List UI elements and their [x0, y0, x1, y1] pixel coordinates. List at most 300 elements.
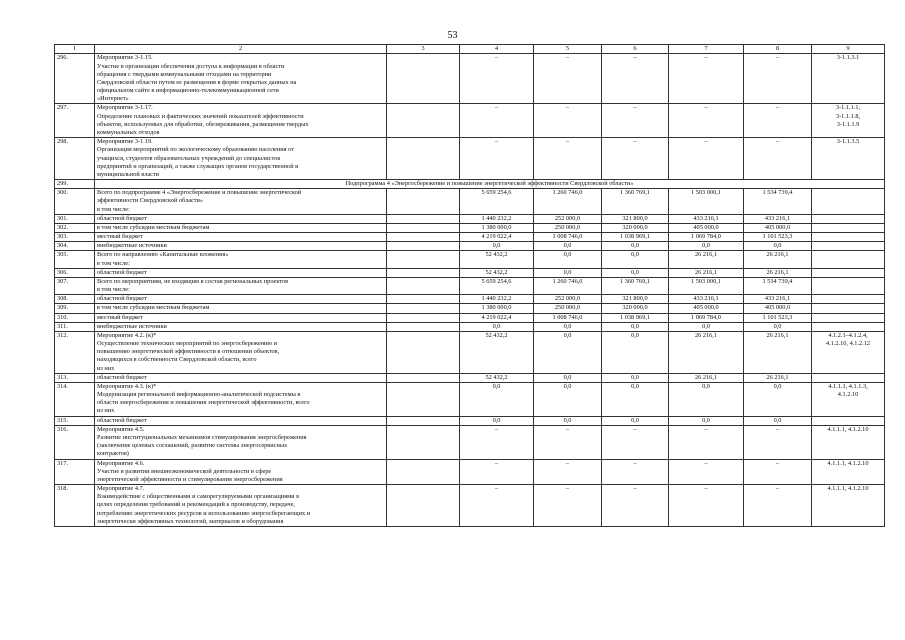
- row-description: [95, 242, 387, 251]
- cell-c4: –: [460, 459, 534, 485]
- table-row: [55, 331, 885, 373]
- cell-c6: 320 000,0: [602, 223, 669, 232]
- cell-c8: 405 000,0: [744, 223, 812, 232]
- row-number: 296.: [55, 54, 95, 104]
- cell-c8: 26 216,1: [744, 373, 812, 382]
- description-line: официальном сайте в информационно-телекоммуникационной сети: [97, 87, 279, 95]
- target-indicator-line: 4.1.1.1, 4.1.2.10: [827, 425, 869, 433]
- cell-c8: 433 216,1: [744, 295, 812, 304]
- cell-c8: 405 000,0: [744, 304, 812, 313]
- row-description: [95, 277, 387, 294]
- description-line: обращения с твердыми коммунальными отходами на территории: [97, 70, 272, 78]
- cell-c7: –: [669, 54, 744, 104]
- description-line: Мероприятие 4.6.: [97, 459, 145, 467]
- row-description: [95, 268, 387, 277]
- cell-col3: [387, 373, 460, 382]
- cell-c6: 0,0: [602, 268, 669, 277]
- row-description: [95, 425, 387, 459]
- table-body: [55, 54, 885, 526]
- cell-col3: [387, 425, 460, 459]
- description-line: коммунальных отходов: [97, 128, 160, 136]
- description-line: потреблению энергетических ресурсов и использованию энергосберегающих и: [97, 509, 311, 517]
- target-indicators: [812, 331, 885, 373]
- cell-c6: –: [602, 54, 669, 104]
- cell-c7: 433 216,1: [669, 295, 744, 304]
- row-description: [95, 304, 387, 313]
- description-line: учащихся, студентов образовательных учреждений до специалистов: [97, 154, 281, 162]
- target-indicator-line: 4.1.2.10: [837, 391, 859, 399]
- column-header: 8: [744, 45, 812, 54]
- cell-c8: 26 216,1: [744, 251, 812, 268]
- description-line: областной бюджет: [97, 416, 147, 424]
- cell-col3: [387, 416, 460, 425]
- table-row: [55, 295, 885, 304]
- cell-c5: –: [534, 425, 602, 459]
- cell-c4: 52 432,2: [460, 268, 534, 277]
- cell-c7: 1 503 000,1: [669, 277, 744, 294]
- target-indicator-line: 4.1.2.1–4.1.2.4,: [828, 331, 868, 339]
- cell-c8: 1 534 739,4: [744, 277, 812, 294]
- cell-c5: 0,0: [534, 331, 602, 373]
- description-line: области энергосбережения и повышения энергетической эффективности, всего: [97, 399, 310, 407]
- description-line: повышению энергетической эффективности в отношении объектов,: [97, 348, 280, 356]
- description-line: Мероприятие 3-1.17.: [97, 104, 153, 112]
- row-description: [95, 313, 387, 322]
- cell-col3: [387, 251, 460, 268]
- description-line: областной бюджет: [97, 373, 147, 381]
- cell-c7: –: [669, 104, 744, 138]
- row-description: [95, 233, 387, 242]
- target-indicators: [812, 313, 885, 322]
- cell-c7: 433 216,1: [669, 214, 744, 223]
- description-line: из них: [97, 364, 115, 372]
- cell-c8: 0,0: [744, 322, 812, 331]
- cell-c7: –: [669, 459, 744, 485]
- description-line: Организация мероприятий по экологическому образованию населения от: [97, 146, 294, 154]
- target-indicators: [812, 304, 885, 313]
- description-line: находящихся в собственности Свердловской области, всего: [97, 356, 257, 364]
- target-indicators: [812, 425, 885, 459]
- cell-c8: 26 216,1: [744, 331, 812, 373]
- cell-c4: –: [460, 54, 534, 104]
- row-number: 309.: [55, 304, 95, 313]
- cell-col3: [387, 382, 460, 416]
- cell-c7: 1 503 000,1: [669, 189, 744, 215]
- cell-c5: 0,0: [534, 382, 602, 416]
- cell-col3: [387, 277, 460, 294]
- table-row: [55, 322, 885, 331]
- row-description: [95, 416, 387, 425]
- description-line: Всего по направлению «Капитальные вложения»: [97, 251, 229, 259]
- cell-c5: –: [534, 459, 602, 485]
- target-indicators: [812, 382, 885, 416]
- cell-col3: [387, 322, 460, 331]
- description-line: в том числе субсидии местным бюджетам: [97, 304, 210, 312]
- cell-c7: 405 000,0: [669, 223, 744, 232]
- row-description: [95, 382, 387, 416]
- cell-col3: [387, 242, 460, 251]
- cell-c7: 0,0: [669, 382, 744, 416]
- cell-c5: 252 000,0: [534, 295, 602, 304]
- cell-c4: –: [460, 104, 534, 138]
- target-indicator-line: 3-1.1.1.9: [836, 120, 860, 128]
- table-row: [55, 233, 885, 242]
- cell-c7: 1 069 784,0: [669, 233, 744, 242]
- cell-c5: –: [534, 54, 602, 104]
- row-description: [95, 138, 387, 180]
- target-indicators: [812, 138, 885, 180]
- cell-c7: 405 000,0: [669, 304, 744, 313]
- table-row: [55, 223, 885, 232]
- cell-col3: [387, 223, 460, 232]
- target-indicators: [812, 485, 885, 527]
- cell-c5: 0,0: [534, 268, 602, 277]
- table-row: [55, 138, 885, 180]
- row-number: 305.: [55, 251, 95, 268]
- cell-c5: 0,0: [534, 373, 602, 382]
- cell-c8: –: [744, 54, 812, 104]
- description-line: Свердловской области путем ее размещения в форме открытых данных на: [97, 78, 297, 86]
- cell-c6: 1 038 969,1: [602, 233, 669, 242]
- row-description: [95, 189, 387, 215]
- cell-c4: 0,0: [460, 382, 534, 416]
- description-line: местный бюджет: [97, 313, 143, 321]
- cell-c8: 433 216,1: [744, 214, 812, 223]
- cell-c5: –: [534, 485, 602, 527]
- target-indicator-line: 3-1.1.3.1: [836, 54, 860, 62]
- cell-c8: 0,0: [744, 382, 812, 416]
- description-line: энергетической эффективности и стимулирования энергосбережения: [97, 475, 283, 483]
- description-line: Развитие институциональных механизмов стимулирования энергосбережения: [97, 434, 307, 441]
- column-header: 3: [387, 45, 460, 54]
- description-line: энергетически эффективных технологий, материалов и оборудования: [97, 517, 284, 525]
- target-indicator-line: 3-1.1.3.5: [836, 138, 860, 146]
- table-row: [55, 180, 885, 189]
- cell-c7: 26 216,1: [669, 331, 744, 373]
- row-number: 304.: [55, 242, 95, 251]
- target-indicator-line: 4.1.1.1, 4.1.1.3,: [828, 382, 868, 390]
- row-description: [95, 331, 387, 373]
- cell-c8: 1 101 523,3: [744, 313, 812, 322]
- cell-c6: 0,0: [602, 251, 669, 268]
- cell-c4: 1 440 232,2: [460, 214, 534, 223]
- row-number: 312.: [55, 331, 95, 373]
- target-indicators: [812, 268, 885, 277]
- description-line: Мероприятие 4.5.: [97, 425, 145, 433]
- cell-c6: –: [602, 425, 669, 459]
- row-number: 314.: [55, 382, 95, 416]
- target-indicators: [812, 373, 885, 382]
- cell-c5: 250 000,0: [534, 304, 602, 313]
- cell-c5: 0,0: [534, 416, 602, 425]
- cell-c7: 0,0: [669, 322, 744, 331]
- cell-col3: [387, 268, 460, 277]
- row-description: [95, 322, 387, 331]
- cell-c8: –: [744, 138, 812, 180]
- cell-c4: –: [460, 138, 534, 180]
- description-line: целях определения требований и рекомендаций к производству, передаче,: [97, 501, 295, 509]
- description-line: в том числе субсидии местным бюджетам: [97, 223, 210, 231]
- cell-c6: 1 038 969,1: [602, 313, 669, 322]
- cell-c4: 0,0: [460, 322, 534, 331]
- target-indicators: [812, 251, 885, 268]
- description-line: «Интернет»: [97, 95, 129, 103]
- cell-c6: 1 360 769,1: [602, 277, 669, 294]
- cell-c4: 1 380 000,0: [460, 304, 534, 313]
- description-line: Всего по мероприятиям, не входящим в состав региональных проектов: [97, 277, 289, 285]
- cell-c6: –: [602, 138, 669, 180]
- cell-c4: 0,0: [460, 242, 534, 251]
- row-description: [95, 373, 387, 382]
- cell-c5: 252 000,0: [534, 214, 602, 223]
- cell-c8: 0,0: [744, 242, 812, 251]
- table-row: [55, 268, 885, 277]
- target-indicators: [812, 277, 885, 294]
- description-line: Всего по подпрограмме 4 «Энергосбережение и повышение энергетической: [97, 189, 302, 197]
- row-number: 316.: [55, 425, 95, 459]
- cell-c6: 320 000,0: [602, 304, 669, 313]
- cell-c6: 0,0: [602, 373, 669, 382]
- description-line: муниципальной власти: [97, 170, 160, 178]
- cell-col3: [387, 54, 460, 104]
- cell-c5: 0,0: [534, 242, 602, 251]
- cell-c5: –: [534, 104, 602, 138]
- cell-c6: –: [602, 104, 669, 138]
- cell-c6: 0,0: [602, 322, 669, 331]
- cell-c8: 0,0: [744, 416, 812, 425]
- cell-c7: 0,0: [669, 416, 744, 425]
- cell-c8: –: [744, 425, 812, 459]
- description-line: эффективности Свердловской области»: [97, 197, 204, 205]
- table-row: [55, 189, 885, 215]
- row-description: [95, 485, 387, 527]
- column-header: 5: [534, 45, 602, 54]
- table-row: [55, 104, 885, 138]
- column-header: 9: [812, 45, 885, 54]
- table-row: [55, 416, 885, 425]
- row-description: [95, 459, 387, 485]
- table-row: [55, 373, 885, 382]
- description-line: Осуществление технических мероприятий по энергосбережению и: [97, 340, 278, 348]
- description-line: областной бюджет: [97, 295, 147, 303]
- cell-c7: –: [669, 485, 744, 527]
- row-number: 299.: [55, 180, 95, 189]
- column-header: 4: [460, 45, 534, 54]
- description-line: предприятий и организаций, а также служащих органов государственной и: [97, 162, 299, 170]
- row-number: 306.: [55, 268, 95, 277]
- description-line: в том числе:: [97, 205, 130, 213]
- cell-c4: 1 440 232,2: [460, 295, 534, 304]
- cell-col3: [387, 485, 460, 527]
- cell-col3: [387, 459, 460, 485]
- cell-col3: [387, 304, 460, 313]
- row-description: [95, 104, 387, 138]
- description-line: (заключение целевых соглашений, развитие системы энергосервисных: [97, 442, 288, 450]
- description-line: объектов, используемых для обработки, обезвреживания, размещения твердых: [97, 120, 309, 128]
- cell-c8: 1 101 523,3: [744, 233, 812, 242]
- row-number: 313.: [55, 373, 95, 382]
- row-description: [95, 214, 387, 223]
- cell-col3: [387, 104, 460, 138]
- row-number: 301.: [55, 214, 95, 223]
- cell-c8: –: [744, 485, 812, 527]
- cell-c4: 4 219 022,4: [460, 233, 534, 242]
- table-row: [55, 313, 885, 322]
- description-line: областной бюджет: [97, 268, 147, 276]
- description-line: в том числе:: [97, 259, 130, 267]
- cell-c8: 26 216,1: [744, 268, 812, 277]
- row-number: 311.: [55, 322, 95, 331]
- cell-c4: 1 380 000,0: [460, 223, 534, 232]
- row-number: 308.: [55, 295, 95, 304]
- cell-c6: 321 800,0: [602, 295, 669, 304]
- target-indicators: [812, 322, 885, 331]
- cell-col3: [387, 313, 460, 322]
- cell-c7: 1 069 784,0: [669, 313, 744, 322]
- target-indicators: [812, 223, 885, 232]
- cell-c8: 1 534 739,4: [744, 189, 812, 215]
- row-number: 307.: [55, 277, 95, 294]
- column-header: 6: [602, 45, 669, 54]
- row-description: [95, 251, 387, 268]
- cell-c7: 0,0: [669, 242, 744, 251]
- description-line: в том числе:: [97, 286, 130, 294]
- description-line: контрактов): [97, 450, 129, 458]
- table-row: [55, 425, 885, 459]
- cell-c6: –: [602, 459, 669, 485]
- program-table: [54, 44, 885, 527]
- row-number: 303.: [55, 233, 95, 242]
- cell-col3: [387, 189, 460, 215]
- cell-c4: 5 659 254,6: [460, 277, 534, 294]
- description-line: внебюджетные источники: [97, 242, 167, 250]
- cell-c4: 0,0: [460, 416, 534, 425]
- table-row: [55, 485, 885, 527]
- target-indicators: [812, 233, 885, 242]
- cell-c4: 4 219 022,4: [460, 313, 534, 322]
- description-line: областной бюджет: [97, 214, 147, 222]
- cell-c8: –: [744, 104, 812, 138]
- target-indicators: [812, 295, 885, 304]
- target-indicator-line: 3-1.1.1.1,: [835, 104, 861, 112]
- table-row: [55, 214, 885, 223]
- cell-c5: 1 260 746,0: [534, 277, 602, 294]
- table-row: [55, 382, 885, 416]
- target-indicators: [812, 189, 885, 215]
- cell-c5: 0,0: [534, 322, 602, 331]
- cell-c6: 1 360 769,1: [602, 189, 669, 215]
- target-indicators: [812, 104, 885, 138]
- cell-col3: [387, 233, 460, 242]
- description-line: из них: [97, 407, 115, 415]
- target-indicators: [812, 214, 885, 223]
- cell-c6: –: [602, 485, 669, 527]
- column-header-row: [55, 45, 885, 54]
- cell-c7: –: [669, 138, 744, 180]
- cell-c6: 0,0: [602, 416, 669, 425]
- target-indicators: [812, 416, 885, 425]
- table-row: [55, 54, 885, 104]
- row-description: [95, 54, 387, 104]
- cell-c7: 26 216,1: [669, 373, 744, 382]
- description-line: внебюджетные источники: [97, 322, 167, 330]
- description-line: Мероприятие 4.3. (к)*: [97, 382, 157, 390]
- column-header: 1: [55, 45, 95, 54]
- row-number: 300.: [55, 189, 95, 215]
- row-number: 302.: [55, 223, 95, 232]
- subprogram-title: Подпрограмма 4 «Энергосбережение и повышение энергетической эффективности Свердловской области»: [95, 180, 885, 189]
- page-number: 53: [447, 30, 458, 41]
- description-line: Мероприятие 3-1.15.: [97, 54, 153, 62]
- table-row: [55, 459, 885, 485]
- row-number: 318.: [55, 485, 95, 527]
- cell-col3: [387, 214, 460, 223]
- target-indicators: [812, 459, 885, 485]
- cell-c7: 26 216,1: [669, 268, 744, 277]
- cell-c5: –: [534, 138, 602, 180]
- target-indicator-line: 3-1.1.1.8,: [835, 112, 861, 120]
- cell-c7: 26 216,1: [669, 251, 744, 268]
- cell-c6: 321 800,0: [602, 214, 669, 223]
- row-number: 298.: [55, 138, 95, 180]
- target-indicator-line: 4.1.1.1, 4.1.2.10: [827, 485, 869, 493]
- row-number: 297.: [55, 104, 95, 138]
- description-line: Мероприятие 4.2. (к)*: [97, 331, 157, 339]
- description-line: Участие в организации обеспечения доступа к информации в области: [97, 62, 285, 70]
- table-row: [55, 277, 885, 294]
- row-description: [95, 295, 387, 304]
- row-number: 310.: [55, 313, 95, 322]
- description-line: Участие в развитии внешнеэкономической деятельности в сфере: [97, 467, 272, 475]
- table-row: [55, 304, 885, 313]
- cell-c5: 0,0: [534, 251, 602, 268]
- cell-c5: 250 000,0: [534, 223, 602, 232]
- column-header: 2: [95, 45, 387, 54]
- cell-c4: 52 432,2: [460, 251, 534, 268]
- cell-c4: –: [460, 485, 534, 527]
- description-line: Мероприятие 4.7.: [97, 485, 145, 493]
- cell-c4: –: [460, 425, 534, 459]
- target-indicator-line: 4.1.2.10, 4.1.2.12: [825, 340, 871, 348]
- cell-c5: 1 260 746,0: [534, 189, 602, 215]
- cell-col3: [387, 138, 460, 180]
- cell-c7: –: [669, 425, 744, 459]
- target-indicators: [812, 242, 885, 251]
- target-indicator-line: 4.1.1.1, 4.1.2.10: [827, 459, 869, 467]
- cell-c6: 0,0: [602, 242, 669, 251]
- description-line: Мероприятие 3-1.19.: [97, 138, 153, 146]
- row-description: [95, 223, 387, 232]
- description-line: Модернизация региональной информационно-аналитической подсистемы в: [97, 391, 301, 399]
- table-row: [55, 251, 885, 268]
- cell-c4: 52 432,2: [460, 373, 534, 382]
- cell-c4: 5 659 254,6: [460, 189, 534, 215]
- table-row: [55, 242, 885, 251]
- description-line: местный бюджет: [97, 233, 143, 241]
- cell-c4: 52 432,2: [460, 331, 534, 373]
- cell-col3: [387, 331, 460, 373]
- description-line: Определение плановых и фактических значений показателей эффективности: [97, 112, 304, 120]
- cell-c6: 0,0: [602, 382, 669, 416]
- cell-c5: 1 008 746,0: [534, 233, 602, 242]
- column-header: 7: [669, 45, 744, 54]
- description-line: Взаимодействие с общественными и саморегулируемыми организациями в: [97, 493, 300, 501]
- target-indicators: [812, 54, 885, 104]
- cell-c5: 1 008 746,0: [534, 313, 602, 322]
- row-number: 315.: [55, 416, 95, 425]
- cell-col3: [387, 295, 460, 304]
- cell-c8: –: [744, 459, 812, 485]
